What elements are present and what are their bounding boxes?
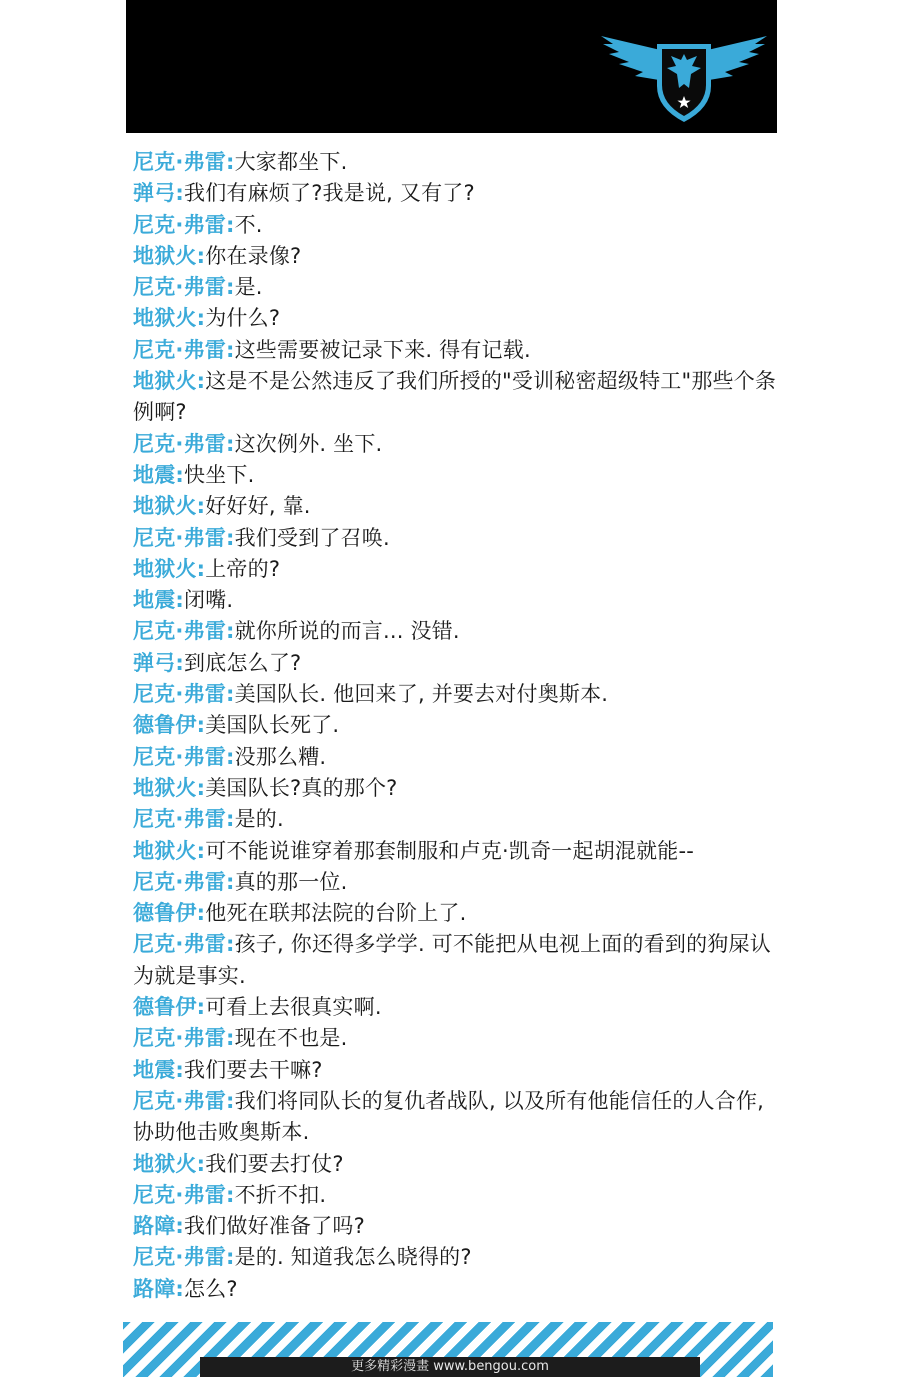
dialogue-line <box>133 178 783 209</box>
line-text: 你在录像? <box>205 243 302 268</box>
dialogue-line <box>133 836 783 867</box>
speaker-name: 地狱火 <box>133 838 197 863</box>
line-text: 这些需要被记录下来. 得有记载. <box>234 337 531 362</box>
speaker-name: 尼克·弗雷 <box>133 431 226 456</box>
header-band <box>126 0 777 133</box>
speaker-colon: : <box>225 1182 235 1207</box>
speaker-name: 地狱火 <box>133 243 197 268</box>
speaker-name: 尼克·弗雷 <box>133 212 226 237</box>
speaker-name: 尼克·弗雷 <box>133 619 226 644</box>
line-text: 怎么? <box>184 1276 238 1301</box>
line-text: 我们做好准备了吗? <box>184 1214 365 1239</box>
line-text: 可不能说谁穿着那套制服和卢克·凯奇一起胡混就能-- <box>205 838 695 863</box>
speaker-name: 路障 <box>133 1214 176 1239</box>
dialogue-line <box>133 554 783 585</box>
speaker-name: 尼克·弗雷 <box>133 682 226 707</box>
speaker-colon: : <box>175 1214 185 1239</box>
dialogue-line <box>133 1242 783 1273</box>
speaker-name: 地狱火 <box>133 1151 197 1176</box>
line-text: 我们将同队长的复仇者战队, 以及所有他能信任的人合作, 协助他击败奥斯本. <box>133 1088 771 1145</box>
speaker-colon: : <box>175 181 185 206</box>
dialogue-line <box>133 898 783 929</box>
speaker-name: 尼克·弗雷 <box>133 1245 226 1270</box>
speaker-colon: : <box>196 243 206 268</box>
speaker-colon: : <box>175 588 185 613</box>
speaker-name: 德鲁伊 <box>133 901 197 926</box>
dialogue-line <box>133 1211 783 1242</box>
dialogue-line <box>133 366 783 429</box>
dialogue-line <box>133 1180 783 1211</box>
line-text: 我们要去干嘛? <box>184 1057 323 1082</box>
dialogue-transcript <box>133 147 783 1305</box>
dialogue-line <box>133 992 783 1023</box>
line-text: 他死在联邦法院的台阶上了. <box>205 901 467 926</box>
speaker-colon: : <box>225 337 235 362</box>
dialogue-line <box>133 335 783 366</box>
dialogue-line <box>133 616 783 647</box>
speaker-colon: : <box>196 901 206 926</box>
line-text: 这次例外. 坐下. <box>234 431 383 456</box>
line-text: 没那么糟. <box>234 744 327 769</box>
dialogue-line <box>133 1149 783 1180</box>
line-text: 不折不扣. <box>234 1182 327 1207</box>
dialogue-line <box>133 460 783 491</box>
speaker-name: 德鲁伊 <box>133 713 197 738</box>
speaker-name: 尼克·弗雷 <box>133 807 226 832</box>
dialogue-line <box>133 210 783 241</box>
dialogue-line <box>133 303 783 334</box>
speaker-colon: : <box>225 525 235 550</box>
speaker-colon: : <box>225 275 235 300</box>
line-text: 是的. 知道我怎么晓得的? <box>234 1245 472 1270</box>
speaker-colon: : <box>175 462 185 487</box>
speaker-name: 地狱火 <box>133 556 197 581</box>
footer-watermark: 更多精彩漫畫 www.bengou.com <box>200 1357 700 1377</box>
line-text: 好好好, 靠. <box>205 494 311 519</box>
line-text: 是. <box>234 275 263 300</box>
speaker-colon: : <box>175 650 185 675</box>
line-text: 孩子, 你还得多学学. 可不能把从电视上面的看到的狗屎认为就是事实. <box>133 932 771 988</box>
speaker-colon: : <box>196 995 206 1020</box>
speaker-name: 尼克·弗雷 <box>133 1088 226 1113</box>
line-text: 快坐下. <box>184 462 255 487</box>
speaker-name: 地狱火 <box>133 494 197 519</box>
speaker-colon: : <box>225 619 235 644</box>
speaker-name: 地狱火 <box>133 369 197 394</box>
speaker-colon: : <box>225 1088 235 1113</box>
line-text: 就你所说的而言... 没错. <box>234 619 460 644</box>
speaker-colon: : <box>175 1057 185 1082</box>
dialogue-line <box>133 679 783 710</box>
line-text: 真的那一位. <box>234 869 348 894</box>
dialogue-line <box>133 804 783 835</box>
speaker-colon: : <box>225 932 235 957</box>
line-text: 我们受到了召唤. <box>234 525 390 550</box>
line-text: 大家都坐下. <box>234 150 348 174</box>
speaker-colon: : <box>196 1151 206 1176</box>
speaker-name: 地震 <box>133 462 176 487</box>
dialogue-line <box>133 241 783 272</box>
dialogue-line <box>133 742 783 773</box>
speaker-colon: : <box>196 713 206 738</box>
speaker-name: 弹弓 <box>133 650 176 675</box>
speaker-name: 地狱火 <box>133 775 197 800</box>
speaker-colon: : <box>196 369 206 394</box>
speaker-colon: : <box>225 150 235 174</box>
dialogue-line <box>133 1274 783 1305</box>
dialogue-line <box>133 773 783 804</box>
dialogue-line <box>133 523 783 554</box>
speaker-colon: : <box>225 869 235 894</box>
speaker-colon: : <box>196 556 206 581</box>
speaker-name: 尼克·弗雷 <box>133 1182 226 1207</box>
speaker-colon: : <box>225 682 235 707</box>
speaker-colon: : <box>225 744 235 769</box>
dialogue-line <box>133 929 783 992</box>
dialogue-line <box>133 429 783 460</box>
line-text: 上帝的? <box>205 556 281 581</box>
speaker-colon: : <box>225 1245 235 1270</box>
speaker-name: 地狱火 <box>133 306 197 331</box>
line-text: 美国队长死了. <box>205 713 340 738</box>
speaker-colon: : <box>225 1026 235 1051</box>
speaker-name: 地震 <box>133 1057 176 1082</box>
dialogue-line <box>133 867 783 898</box>
speaker-name: 尼克·弗雷 <box>133 1026 226 1051</box>
speaker-name: 弹弓 <box>133 181 176 206</box>
line-text: 我们要去打仗? <box>205 1151 344 1176</box>
dialogue-line <box>133 1055 783 1086</box>
line-text: 美国队长?真的那个? <box>205 775 398 800</box>
line-text: 不. <box>234 212 263 237</box>
speaker-colon: : <box>175 1276 185 1301</box>
speaker-name: 尼克·弗雷 <box>133 932 226 957</box>
dialogue-line <box>133 1023 783 1054</box>
line-text: 可看上去很真实啊. <box>205 995 382 1020</box>
speaker-name: 德鲁伊 <box>133 995 197 1020</box>
speaker-colon: : <box>225 212 235 237</box>
dialogue-line <box>133 585 783 616</box>
speaker-colon: : <box>225 807 235 832</box>
speaker-colon: : <box>225 431 235 456</box>
speaker-name: 尼克·弗雷 <box>133 150 226 174</box>
speaker-name: 地震 <box>133 588 176 613</box>
speaker-name: 尼克·弗雷 <box>133 869 226 894</box>
line-text: 是的. <box>234 807 284 832</box>
speaker-colon: : <box>196 494 206 519</box>
speaker-name: 路障 <box>133 1276 176 1301</box>
speaker-name: 尼克·弗雷 <box>133 744 226 769</box>
dialogue-line <box>133 147 783 178</box>
line-text: 到底怎么了? <box>184 650 302 675</box>
line-text: 闭嘴. <box>184 588 234 613</box>
dialogue-line <box>133 648 783 679</box>
speaker-name: 尼克·弗雷 <box>133 337 226 362</box>
dialogue-line <box>133 491 783 522</box>
line-text: 我们有麻烦了?我是说, 又有了? <box>184 181 475 206</box>
speaker-name: 尼克·弗雷 <box>133 275 226 300</box>
speaker-name: 尼克·弗雷 <box>133 525 226 550</box>
winged-shield-eagle-icon <box>599 30 769 125</box>
line-text: 为什么? <box>205 306 281 331</box>
line-text: 现在不也是. <box>234 1026 348 1051</box>
speaker-colon: : <box>196 775 206 800</box>
line-text: 这是不是公然违反了我们所授的"受训秘密超级特工"那些个条例啊? <box>133 369 777 425</box>
speaker-colon: : <box>196 838 206 863</box>
dialogue-line <box>133 1086 783 1149</box>
dialogue-line <box>133 272 783 303</box>
speaker-colon: : <box>196 306 206 331</box>
line-text: 美国队长. 他回来了, 并要去对付奥斯本. <box>234 682 609 707</box>
dialogue-line <box>133 710 783 741</box>
